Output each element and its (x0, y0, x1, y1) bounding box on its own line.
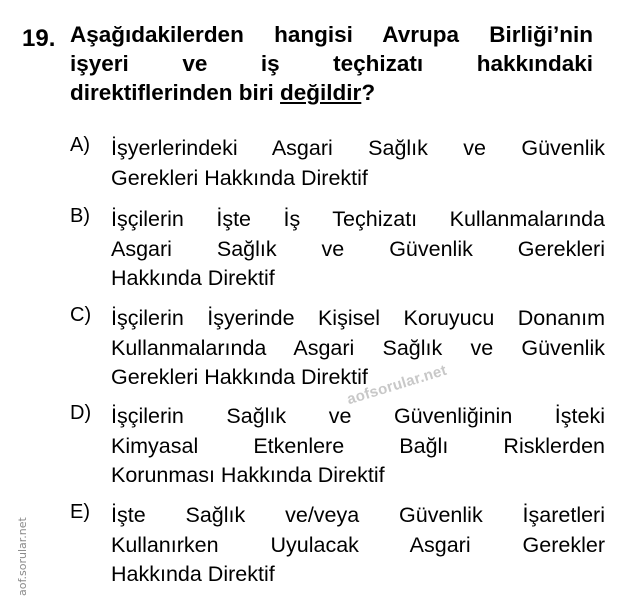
option-e-line-2: Kullanırken Uyulacak Asgari Gerekler (111, 532, 605, 557)
option-c-line-3: Gerekleri Hakkında Direktif (111, 365, 368, 389)
question-stem-line-2: işyeri ve iş teçhizatı hakkındaki (70, 51, 593, 76)
option-c-line-2: Kullanmalarında Asgari Sağlık ve Güvenlik (111, 335, 605, 360)
option-e-text (111, 501, 605, 590)
question-stem-suffix: ? (361, 80, 376, 105)
option-d-letter: D) (70, 402, 92, 424)
option-d-line-3: Korunması Hakkında Direktif (111, 463, 385, 487)
option-b-line-1: İşçilerin İşte İş Teçhizatı Kullanmalarında (111, 207, 605, 231)
option-b-line-2: Asgari Sağlık ve Güvenlik Gerekleri (111, 236, 605, 261)
question-stem-line-1: Aşağıdakilerden hangisi Avrupa Birliği’nin (70, 22, 593, 47)
option-e-line-3: Hakkında Direktif (111, 562, 275, 586)
option-a-line-2: Gerekleri Hakkında Direktif (111, 165, 368, 190)
option-b-letter: B) (70, 205, 90, 227)
option-c-letter: C) (70, 304, 92, 326)
option-d-line-2: Kimyasal Etkenlere Bağlı Risklerden (111, 433, 605, 458)
watermark-side: aof.sorular.net (16, 517, 29, 596)
option-c-line-1: İşçilerin İşyerinde Kişisel Koruyucu Donanım (111, 306, 605, 330)
watermark-center: aofsorular.net (345, 361, 449, 409)
question-stem-emphasis: değildir (280, 80, 362, 105)
option-e-line-1: İşte Sağlık ve/veya Güvenlik İşaretleri (111, 503, 605, 527)
question-stem-prefix: direktiflerinden biri (70, 80, 281, 105)
option-d-line-1: İşçilerin Sağlık ve Güvenliğinin İşteki (111, 404, 605, 428)
question-number: 19. (22, 25, 56, 52)
option-c-text (111, 304, 605, 393)
option-a-letter: A) (70, 134, 90, 156)
option-b-text (111, 205, 605, 294)
question-stem (70, 20, 593, 107)
option-a-text (111, 134, 605, 193)
question-stem-line-3 (70, 78, 593, 107)
option-d-text (111, 402, 605, 491)
option-a-line-1: İşyerlerindeki Asgari Sağlık ve Güvenlik (111, 136, 605, 160)
option-e-letter: E) (70, 501, 90, 523)
option-b-line-3: Hakkında Direktif (111, 266, 275, 290)
